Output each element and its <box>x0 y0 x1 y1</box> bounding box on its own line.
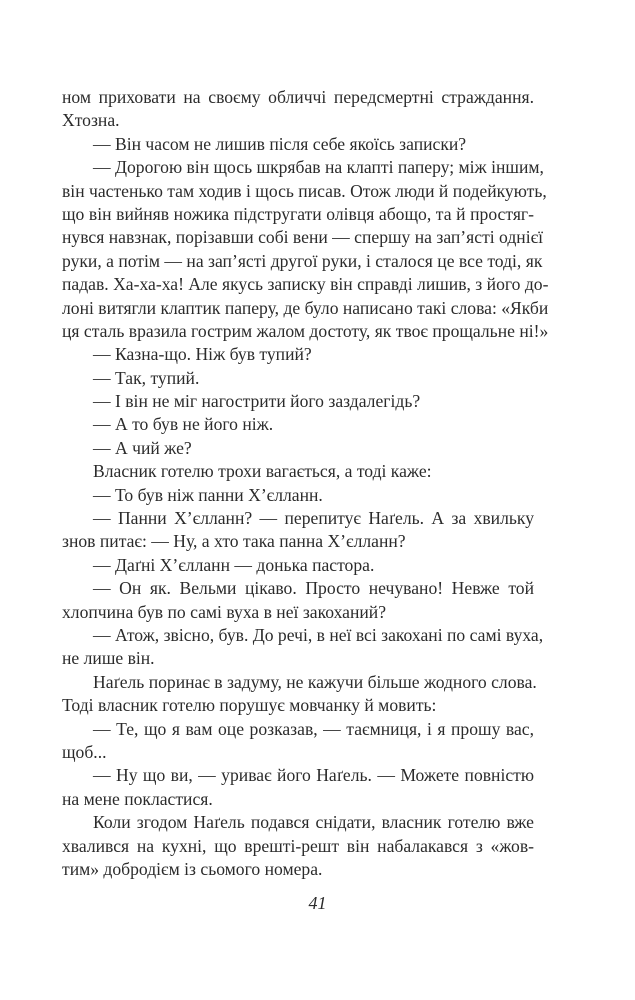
text-line: — То був ніж панни Х’єлланн. <box>93 484 323 505</box>
text-line: Власник готелю трохи вагається, а тоді каже: <box>93 461 432 482</box>
book-page-text <box>62 86 549 881</box>
text-line: знов питає: — Ну, а хто така панна Х’єлланн? <box>62 531 406 552</box>
text-line: — Казна-що. Ніж був тупий? <box>93 344 312 365</box>
paragraph <box>62 156 549 343</box>
text-line: Коли згодом Наґель подався снідати, власник готелю вже <box>93 812 534 833</box>
text-line: тим» добродієм із сьомого номера. <box>62 858 323 879</box>
text-line: на мене покластися. <box>62 788 213 809</box>
paragraph <box>62 624 544 671</box>
paragraph <box>62 554 534 577</box>
paragraph <box>62 367 534 390</box>
paragraph <box>62 718 534 765</box>
paragraph <box>62 437 534 460</box>
text-line: — Те, що я вам оце розказав, — таємниця, і я прошу вас, <box>93 718 534 739</box>
text-line: — Дорогою він щось шкрябав на клапті паперу; між іншим, <box>93 157 544 178</box>
text-line: падав. Ха-ха-ха! Але якусь записку він справді лишив, з його до- <box>62 274 549 295</box>
text-line: — Так, тупий. <box>93 367 200 388</box>
text-line: ном приховати на своєму обличчі передсмертні страждання. <box>62 87 534 107</box>
paragraph <box>62 343 534 366</box>
page-number: 41 <box>308 893 327 913</box>
text-line: не лише він. <box>62 648 155 669</box>
paragraph <box>62 460 534 483</box>
text-line: — Атож, звісно, був. До речі, в неї всі закохані по самі вуха, <box>93 624 544 645</box>
paragraph <box>62 764 534 811</box>
text-line: — Ну що ви, — уриває його Наґель. — Можете повністю <box>93 765 534 786</box>
text-line: — А чий же? <box>93 437 192 458</box>
text-line: — А то був не його ніж. <box>93 414 274 435</box>
paragraph <box>62 484 534 507</box>
text-line: — І він не міг нагострити його заздалегідь? <box>93 391 421 412</box>
text-line: руки, а потім — на зап’ясті другої руки, і сталося це все тоді, як <box>62 250 543 271</box>
text-line: Наґель поринає в задуму, не кажучи більше жодного слова. <box>93 671 537 692</box>
text-line: Хтозна. <box>62 110 120 131</box>
paragraph <box>62 671 537 718</box>
paragraph <box>62 133 534 156</box>
text-line: — Панни Х’єлланн? — перепитує Наґель. А за хвильку <box>93 508 534 529</box>
text-line: — Він часом не лишив після себе якоїсь записки? <box>93 133 467 154</box>
paragraph <box>62 507 534 554</box>
paragraph <box>62 413 534 436</box>
text-line: що він вийняв ножика підстругати олівця абощо, та й простяг- <box>62 203 534 224</box>
text-line: нувся навзнак, порізавши собі вени — спершу на зап’ясті однієї <box>62 227 544 248</box>
text-line: щоб... <box>62 741 107 762</box>
paragraph <box>62 390 534 413</box>
text-line: він частенько там ходив і щось писав. Отож люди й подейкують, <box>62 180 547 201</box>
text-line: — Даґні Х’єлланн — донька пастора. <box>93 554 375 575</box>
text-line: ця сталь вразила гострим жалом достоту, як твоє прощальне ні!» <box>62 320 549 341</box>
text-line: — Он як. Вельми цікаво. Просто нечувано! Невже той <box>93 578 534 599</box>
text-line: Тоді власник готелю порушує мовчанку й мовить: <box>62 695 437 716</box>
text-line: хвалився на кухні, що врешті-решт він набалакався з «жов- <box>62 835 534 856</box>
paragraph <box>62 577 534 624</box>
text-line: хлопчина був по самі вуха в неї закоханий? <box>62 601 387 622</box>
paragraph <box>62 811 534 881</box>
paragraph <box>62 86 534 133</box>
text-line: лоні витягли клаптик паперу, де було написано такі слова: «Якби <box>62 297 549 318</box>
